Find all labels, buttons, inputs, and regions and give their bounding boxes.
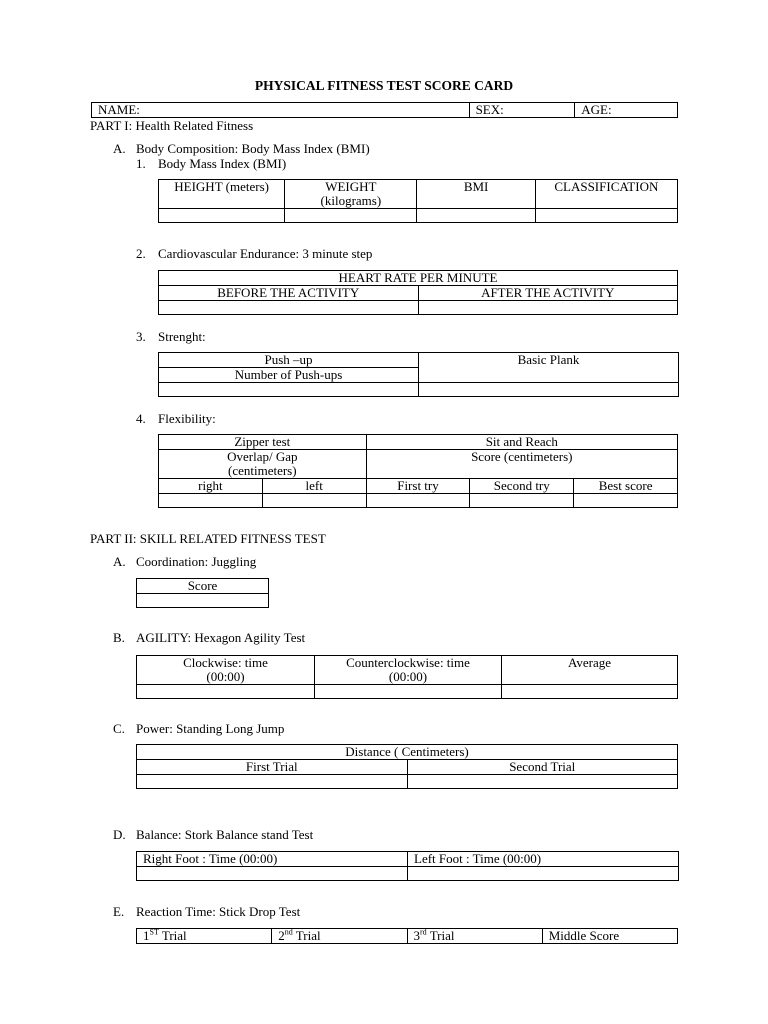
p2-c-letter: C. xyxy=(113,721,125,736)
counterclockwise-header xyxy=(315,656,502,685)
item2-label: Cardiovascular Endurance: 3 minute step xyxy=(158,246,373,261)
name-label: NAME: xyxy=(98,102,140,117)
pushup-header: Push –up xyxy=(159,353,419,368)
right-cell[interactable] xyxy=(159,494,263,508)
p2-d-letter: D. xyxy=(113,827,126,842)
trial3-word: Trial xyxy=(429,928,455,943)
item4-num: 4. xyxy=(136,411,146,426)
right-foot-header: Right Foot : Time (00:00) xyxy=(137,852,408,867)
left-foot-header: Left Foot : Time (00:00) xyxy=(408,852,679,867)
flexibility-table xyxy=(158,434,678,508)
p2-e-label: Reaction Time: Stick Drop Test xyxy=(136,904,301,919)
weight-label: WEIGHT xyxy=(325,179,377,194)
agility-table xyxy=(136,655,678,699)
second-trial-cell[interactable] xyxy=(407,775,678,789)
weight-unit: (kilograms) xyxy=(320,193,382,208)
average-header: Average xyxy=(502,656,678,685)
zipper-sub-header xyxy=(159,450,367,479)
first-trial-cell[interactable] xyxy=(137,775,408,789)
bmi-table xyxy=(158,179,678,223)
trial2-word: Trial xyxy=(295,928,321,943)
item2-num: 2. xyxy=(136,246,146,261)
trial1-num: 1 xyxy=(143,928,150,943)
item3-num: 3. xyxy=(136,329,146,344)
reaction-table xyxy=(136,928,678,944)
classification-header: CLASSIFICATION xyxy=(535,180,677,209)
p2-b-letter: B. xyxy=(113,630,125,645)
left-header: left xyxy=(262,479,366,494)
age-label: AGE: xyxy=(581,102,612,117)
part2-heading: PART II: SKILL RELATED FITNESS TEST xyxy=(90,531,326,546)
classification-cell[interactable] xyxy=(535,209,677,223)
left-cell[interactable] xyxy=(262,494,366,508)
header-table xyxy=(91,102,678,118)
trial1-sup: ST xyxy=(149,927,159,937)
second-try-cell[interactable] xyxy=(470,494,574,508)
juggling-score-header: Score xyxy=(137,579,269,594)
item4-label: Flexibility: xyxy=(158,411,216,426)
trial2-sup: nd xyxy=(284,927,293,937)
counterclockwise-cell[interactable] xyxy=(315,685,502,699)
age-field[interactable] xyxy=(575,103,678,118)
clockwise-label: Clockwise: time xyxy=(183,655,268,670)
first-trial-reaction-header xyxy=(137,929,272,944)
bmi-header: BMI xyxy=(417,180,535,209)
balance-table xyxy=(136,851,679,881)
item1-label: Body Mass Index (BMI) xyxy=(158,156,287,171)
p2-c-label: Power: Standing Long Jump xyxy=(136,721,285,736)
clockwise-header xyxy=(137,656,315,685)
sex-label: SEX: xyxy=(475,102,504,117)
before-header: BEFORE THE ACTIVITY xyxy=(159,286,419,301)
p2-b-label: AGILITY: Hexagon Agility Test xyxy=(136,630,306,645)
best-score-cell[interactable] xyxy=(574,494,678,508)
zipper-header: Zipper test xyxy=(159,435,367,450)
right-header: right xyxy=(159,479,263,494)
name-field[interactable] xyxy=(92,103,470,118)
sit-reach-header: Sit and Reach xyxy=(366,435,677,450)
after-header: AFTER THE ACTIVITY xyxy=(418,286,678,301)
trial1-word: Trial xyxy=(161,928,187,943)
second-trial-header: Second Trial xyxy=(407,760,678,775)
first-try-header: First try xyxy=(366,479,470,494)
left-foot-cell[interactable] xyxy=(408,867,679,881)
plank-header: Basic Plank xyxy=(419,353,679,383)
strength-table xyxy=(158,352,679,397)
item3-label: Strenght: xyxy=(158,329,206,344)
heart-rate-header: HEART RATE PER MINUTE xyxy=(159,271,678,286)
clockwise-cell[interactable] xyxy=(137,685,315,699)
section-a-letter: A. xyxy=(113,141,126,156)
best-score-header: Best score xyxy=(574,479,678,494)
trial3-num: 3 xyxy=(413,928,420,943)
pushup-cell[interactable] xyxy=(159,383,419,397)
long-jump-table xyxy=(136,744,678,789)
section-a-label: Body Composition: Body Mass Index (BMI) xyxy=(136,141,370,156)
average-cell[interactable] xyxy=(502,685,678,699)
trial2-num: 2 xyxy=(278,928,285,943)
before-cell[interactable] xyxy=(159,301,419,315)
bmi-cell[interactable] xyxy=(417,209,535,223)
right-foot-cell[interactable] xyxy=(137,867,408,881)
plank-cell[interactable] xyxy=(419,383,679,397)
second-trial-reaction-header xyxy=(272,929,407,944)
pushup-sub-header: Number of Push-ups xyxy=(159,368,419,383)
juggling-score-cell[interactable] xyxy=(137,594,269,608)
after-cell[interactable] xyxy=(418,301,678,315)
zipper-sub1: Overlap/ Gap xyxy=(227,449,298,464)
heart-rate-table xyxy=(158,270,678,315)
clockwise-format: (00:00) xyxy=(206,669,245,684)
juggling-table xyxy=(136,578,269,608)
weight-header xyxy=(285,180,417,209)
height-cell[interactable] xyxy=(159,209,285,223)
page-title: PHYSICAL FITNESS TEST SCORE CARD xyxy=(254,78,514,93)
sex-field[interactable] xyxy=(469,103,575,118)
first-trial-header: First Trial xyxy=(137,760,408,775)
third-trial-reaction-header xyxy=(407,929,542,944)
p2-e-letter: E. xyxy=(113,904,125,919)
height-header: HEIGHT (meters) xyxy=(159,180,285,209)
p2-a-letter: A. xyxy=(113,554,126,569)
zipper-sub2: (centimeters) xyxy=(228,463,297,478)
counterclockwise-format: (00:00) xyxy=(388,669,428,684)
item1-num: 1. xyxy=(136,156,146,171)
second-try-header: Second try xyxy=(470,479,574,494)
first-try-cell[interactable] xyxy=(366,494,470,508)
trial3-sup: rd xyxy=(420,927,427,937)
weight-cell[interactable] xyxy=(285,209,417,223)
p2-a-label: Coordination: Juggling xyxy=(136,554,257,569)
part1-heading: PART I: Health Related Fitness xyxy=(90,118,254,133)
middle-score-header: Middle Score xyxy=(542,929,677,944)
counterclockwise-label: Counterclockwise: time xyxy=(346,655,470,670)
p2-d-label: Balance: Stork Balance stand Test xyxy=(136,827,314,842)
distance-header: Distance ( Centimeters) xyxy=(137,745,678,760)
sit-reach-sub-header: Score (centimeters) xyxy=(366,450,677,479)
